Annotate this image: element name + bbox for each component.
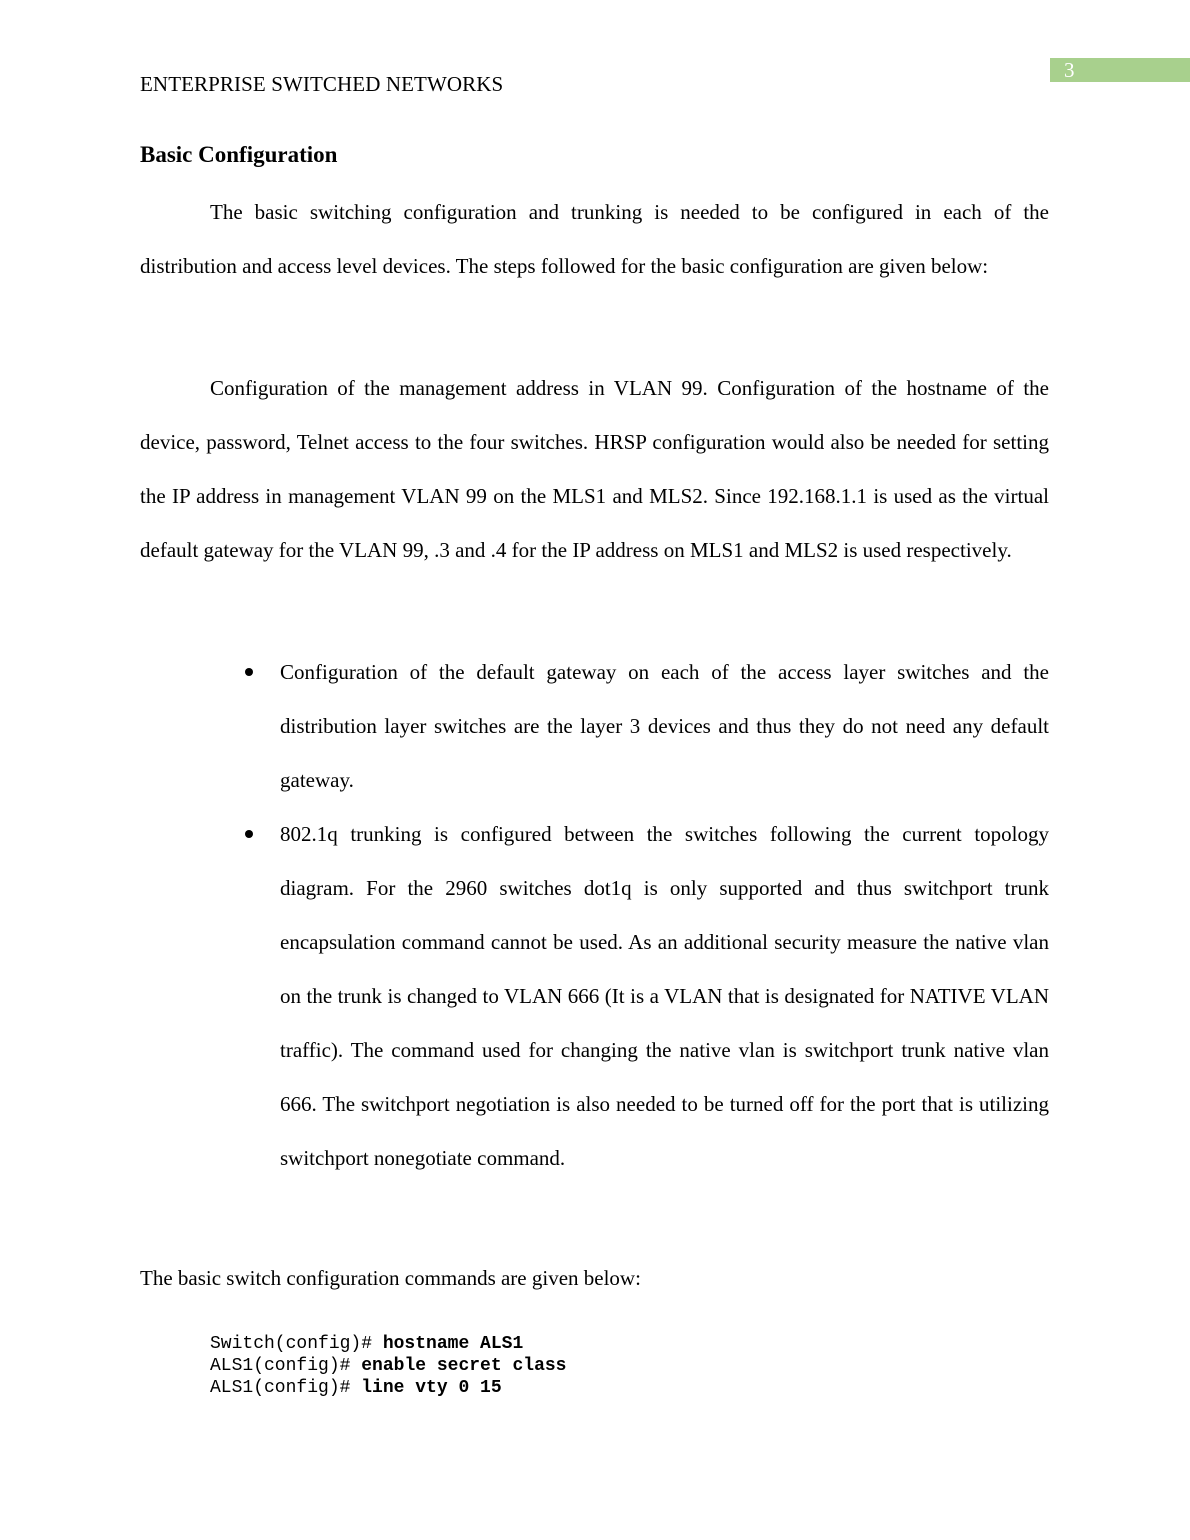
list-item: [280, 807, 1049, 1185]
list-item-text: 802.1q trunking is configured between the switches following the current topology diagram. For the 2960 switches dot1q is only supported and thus switchport trunk encapsulation command cannot be used. As an additional security measure the native vlan on the trunk is changed to VLAN 666 (It is a VLAN that is designated for NATIVE VLAN traffic). The command used for changing the native vlan is switchport trunk native vlan 666. The switchport negotiation is also needed to be turned off for the port that is utilizing switchport nonegotiate command.: [280, 822, 1049, 1170]
body-paragraph: Configuration of the management address in VLAN 99. Configuration of the hostname of the device, password, Telnet access to the four switches. HRSP configuration would also be needed for setting the IP address in management VLAN 99 on the MLS1 and MLS2. Since 192.168.1.1 is used as the virtual default gateway for the VLAN 99, .3 and .4 for the IP address on MLS1 and MLS2 is used respectively.: [140, 376, 1049, 562]
bullet-list: [280, 645, 1049, 1185]
body-paragraph: The basic switching configuration and trunking is needed to be configured in each of the distribution and access level devices. The steps followed for the basic configuration are given below:: [140, 200, 1049, 278]
code-block: [210, 1333, 566, 1399]
code-prompt: Switch(config)#: [210, 1334, 383, 1354]
code-prompt: ALS1(config)#: [210, 1356, 362, 1376]
code-command: line vty 0 15: [361, 1378, 502, 1398]
bullet-icon: [245, 668, 253, 676]
code-line: [210, 1355, 566, 1377]
code-command: enable secret class: [361, 1356, 567, 1376]
section-heading: Basic Configuration: [140, 142, 338, 167]
page-number-badge: 3: [1050, 58, 1190, 82]
list-item: [280, 645, 1049, 807]
code-line: [210, 1377, 566, 1399]
bullet-icon: [245, 830, 253, 838]
commands-intro: The basic switch configuration commands are given below:: [140, 1266, 641, 1290]
list-item-text: Configuration of the default gateway on each of the access layer switches and the distribution layer switches are the layer 3 devices and thus they do not need any default gateway.: [280, 660, 1049, 792]
running-header: ENTERPRISE SWITCHED NETWORKS: [140, 72, 504, 96]
code-prompt: ALS1(config)#: [210, 1378, 362, 1398]
code-command: hostname ALS1: [382, 1334, 524, 1354]
code-line: [210, 1333, 566, 1355]
